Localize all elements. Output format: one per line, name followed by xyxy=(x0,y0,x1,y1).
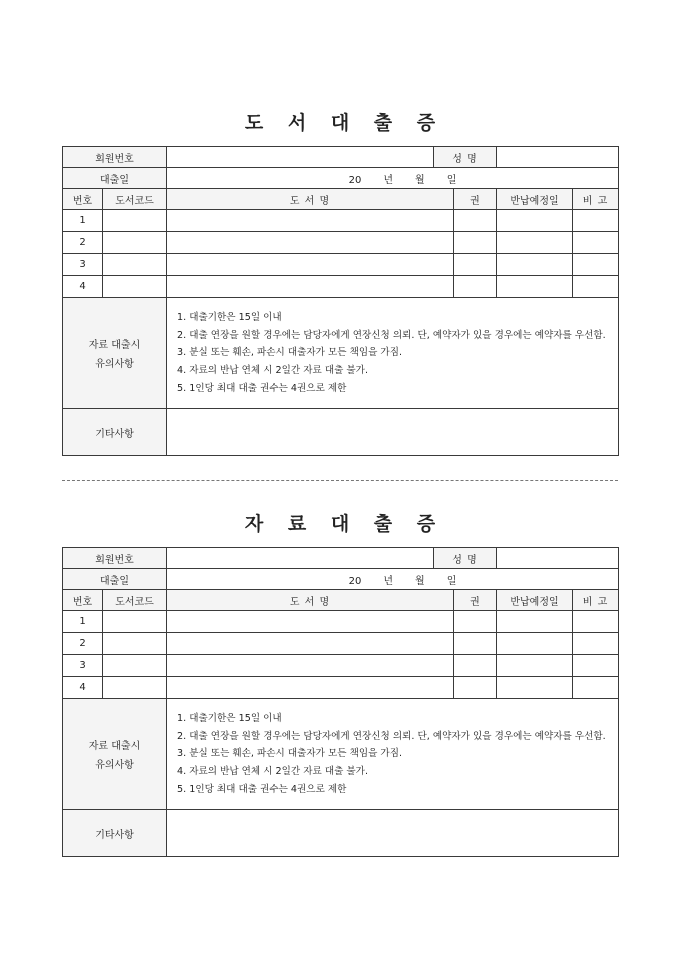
date-year-prefix: 20 xyxy=(348,575,362,587)
code-cell[interactable] xyxy=(103,655,167,677)
name-field[interactable] xyxy=(497,548,619,569)
count-cell[interactable] xyxy=(454,276,497,298)
row-number: 2 xyxy=(63,232,103,254)
notice-label-line: 유의사항 xyxy=(95,359,134,370)
header-count: 권 xyxy=(454,189,497,210)
member-no-label: 회원번호 xyxy=(63,147,167,168)
date-day-unit: 일 xyxy=(446,575,457,587)
notice-list xyxy=(167,298,619,409)
loan-date-label: 대출일 xyxy=(63,168,167,189)
date-year-unit: 년 xyxy=(383,575,394,587)
count-cell[interactable] xyxy=(454,655,497,677)
notice-item: 1. 대출기한은 15일 이내 xyxy=(177,311,282,323)
header-note: 비 고 xyxy=(573,590,619,611)
notice-label-line: 유의사항 xyxy=(95,760,134,771)
header-due: 반납예정일 xyxy=(497,590,573,611)
code-cell[interactable] xyxy=(103,677,167,699)
count-cell[interactable] xyxy=(454,254,497,276)
row-number: 2 xyxy=(63,633,103,655)
code-cell[interactable] xyxy=(103,254,167,276)
note-cell[interactable] xyxy=(573,276,619,298)
due-cell[interactable] xyxy=(497,633,573,655)
title-cell[interactable] xyxy=(167,611,454,633)
table-row xyxy=(63,232,619,254)
code-cell[interactable] xyxy=(103,276,167,298)
title-cell[interactable] xyxy=(167,633,454,655)
code-cell[interactable] xyxy=(103,232,167,254)
material-loan-card xyxy=(62,509,618,857)
title-cell[interactable] xyxy=(167,254,454,276)
member-no-field[interactable] xyxy=(167,548,434,569)
form-title: 자 료 대 출 증 xyxy=(244,513,445,535)
title-cell[interactable] xyxy=(167,210,454,232)
note-cell[interactable] xyxy=(573,232,619,254)
title-cell[interactable] xyxy=(167,276,454,298)
code-cell[interactable] xyxy=(103,633,167,655)
notice-item: 3. 분실 또는 훼손, 파손시 대출자가 모든 책임을 가짐. xyxy=(177,346,403,358)
row-number: 1 xyxy=(63,210,103,232)
notice-item: 2. 대출 연장을 원할 경우에는 담당자에게 연장신청 의뢰. 단, 예약자가 있을 경우에는 예약자를 우선함. xyxy=(177,730,606,742)
member-no-field[interactable] xyxy=(167,147,434,168)
count-cell[interactable] xyxy=(454,677,497,699)
loan-date-field[interactable] xyxy=(167,569,619,590)
notice-label xyxy=(63,699,167,810)
note-cell[interactable] xyxy=(573,677,619,699)
row-number: 4 xyxy=(63,677,103,699)
header-note: 비 고 xyxy=(573,189,619,210)
row-number: 4 xyxy=(63,276,103,298)
note-cell[interactable] xyxy=(573,254,619,276)
name-label: 성 명 xyxy=(434,548,497,569)
date-year-unit: 년 xyxy=(383,174,394,186)
etc-field[interactable] xyxy=(167,810,619,857)
table-row xyxy=(63,276,619,298)
note-cell[interactable] xyxy=(573,611,619,633)
notice-item: 4. 자료의 반납 연체 시 2일간 자료 대출 불가. xyxy=(177,364,368,376)
form-title: 도 서 대 출 증 xyxy=(244,112,445,134)
etc-label: 기타사항 xyxy=(63,810,167,857)
header-title: 도 서 명 xyxy=(167,590,454,611)
count-cell[interactable] xyxy=(454,611,497,633)
due-cell[interactable] xyxy=(497,210,573,232)
notice-label-line: 자료 대출시 xyxy=(88,741,141,752)
notice-item: 4. 자료의 반납 연체 시 2일간 자료 대출 불가. xyxy=(177,765,368,777)
due-cell[interactable] xyxy=(497,655,573,677)
due-cell[interactable] xyxy=(497,232,573,254)
notice-list xyxy=(167,699,619,810)
loan-date-field[interactable] xyxy=(167,168,619,189)
notice-item: 5. 1인당 최대 대출 권수는 4권으로 제한 xyxy=(177,783,347,795)
row-number: 3 xyxy=(63,655,103,677)
header-title: 도 서 명 xyxy=(167,189,454,210)
header-no: 번호 xyxy=(63,189,103,210)
etc-field[interactable] xyxy=(167,409,619,456)
loan-date-label: 대출일 xyxy=(63,569,167,590)
row-number: 3 xyxy=(63,254,103,276)
code-cell[interactable] xyxy=(103,210,167,232)
date-day-unit: 일 xyxy=(446,174,457,186)
header-code: 도서코드 xyxy=(103,590,167,611)
date-year-prefix: 20 xyxy=(348,174,362,186)
notice-label-line: 자료 대출시 xyxy=(88,340,141,351)
table-row xyxy=(63,655,619,677)
notice-item: 2. 대출 연장을 원할 경우에는 담당자에게 연장신청 의뢰. 단, 예약자가 있을 경우에는 예약자를 우선함. xyxy=(177,329,606,341)
due-cell[interactable] xyxy=(497,677,573,699)
name-label: 성 명 xyxy=(434,147,497,168)
notice-item: 5. 1인당 최대 대출 권수는 4권으로 제한 xyxy=(177,382,347,394)
header-due: 반납예정일 xyxy=(497,189,573,210)
title-cell[interactable] xyxy=(167,232,454,254)
notice-item: 1. 대출기한은 15일 이내 xyxy=(177,712,282,724)
due-cell[interactable] xyxy=(497,254,573,276)
notice-item: 3. 분실 또는 훼손, 파손시 대출자가 모든 책임을 가짐. xyxy=(177,747,403,759)
code-cell[interactable] xyxy=(103,611,167,633)
note-cell[interactable] xyxy=(573,210,619,232)
book-loan-card xyxy=(62,108,618,456)
note-cell[interactable] xyxy=(573,633,619,655)
table-row xyxy=(63,210,619,232)
loan-card-table xyxy=(62,146,619,456)
count-cell[interactable] xyxy=(454,210,497,232)
date-month-unit: 월 xyxy=(415,575,425,587)
member-no-label: 회원번호 xyxy=(63,548,167,569)
name-field[interactable] xyxy=(497,147,619,168)
header-no: 번호 xyxy=(63,590,103,611)
table-row xyxy=(63,633,619,655)
note-cell[interactable] xyxy=(573,655,619,677)
due-cell[interactable] xyxy=(497,276,573,298)
title-cell[interactable] xyxy=(167,655,454,677)
row-number: 1 xyxy=(63,611,103,633)
notice-label xyxy=(63,298,167,409)
cut-line xyxy=(62,480,618,481)
table-row xyxy=(63,254,619,276)
loan-card-table xyxy=(62,547,619,857)
count-cell[interactable] xyxy=(454,633,497,655)
due-cell[interactable] xyxy=(497,611,573,633)
header-count: 권 xyxy=(454,590,497,611)
table-row xyxy=(63,611,619,633)
count-cell[interactable] xyxy=(454,232,497,254)
date-month-unit: 월 xyxy=(415,174,425,186)
header-code: 도서코드 xyxy=(103,189,167,210)
etc-label: 기타사항 xyxy=(63,409,167,456)
title-cell[interactable] xyxy=(167,677,454,699)
table-row xyxy=(63,677,619,699)
